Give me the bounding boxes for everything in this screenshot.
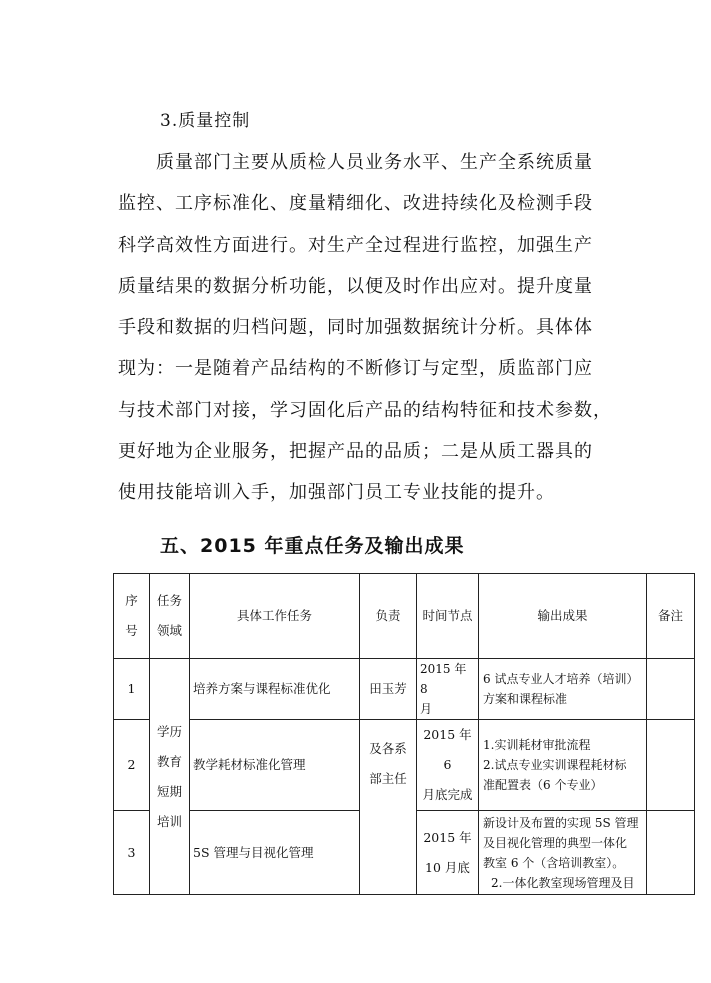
header-area-line: 领域 <box>156 623 182 638</box>
time-line: 2015 年 8 <box>420 662 467 696</box>
row-time <box>417 659 479 720</box>
time-line: 2015 年 <box>423 829 472 845</box>
area-line: 教育 <box>156 753 182 769</box>
header-area-line: 任务 <box>156 593 182 608</box>
paragraph-line: 科学高效性方面进行。对生产全过程进行监控，加强生产 <box>118 234 593 256</box>
row-note <box>647 720 695 811</box>
output-line: 2.一体化教室现场管理及目 <box>491 875 635 890</box>
row-output <box>479 811 647 895</box>
time-line: 月 <box>420 702 433 716</box>
output-line: 方案和课程标准 <box>483 692 568 706</box>
paragraph-line: 手段和数据的归档问题，同时加强数据统计分析。具体体 <box>118 317 593 339</box>
body-paragraph <box>118 142 612 514</box>
row-task: 培养方案与课程标准优化 <box>190 659 360 720</box>
header-output: 输出成果 <box>479 574 647 659</box>
section-heading: 五、2015 年重点任务及输出成果 <box>160 535 465 557</box>
header-seq-line: 号 <box>125 623 138 638</box>
row-output <box>479 659 647 720</box>
row-task: 5S 管理与目视化管理 <box>190 811 360 895</box>
paragraph-line: 与技术部门对接，学习固化后产品的结构特征和技术参数， <box>118 399 612 421</box>
header-note: 备注 <box>647 574 695 659</box>
section-title: 3.质量控制 <box>160 111 251 131</box>
time-line: 10 月底 <box>425 859 470 875</box>
header-owner: 负责 <box>360 574 417 659</box>
owner-top-cell: 田玉芳 <box>360 659 417 720</box>
row-seq: 2 <box>114 720 150 811</box>
paragraph-line: 使用技能培训入手，加强部门员工专业技能的提升。 <box>118 482 555 504</box>
owner-line: 部主任 <box>369 771 407 786</box>
task-table <box>113 573 695 895</box>
header-seq <box>114 574 150 659</box>
output-line: 准配置表（6 个专业） <box>483 778 603 792</box>
row-time <box>417 720 479 811</box>
time-line: 月底完成 <box>422 787 473 802</box>
row-note <box>647 811 695 895</box>
table-row <box>114 659 695 720</box>
table-header-row <box>114 574 695 659</box>
output-line: 及目视化管理的典型一体化 <box>483 835 628 850</box>
paragraph-line: 更好地为企业服务，把握产品的品质；二是从质工器具的 <box>118 441 593 463</box>
row-seq: 1 <box>114 659 150 720</box>
owner-line: 及各系 <box>369 741 407 756</box>
paragraph-line: 质量部门主要从质检人员业务水平、生产全系统质量 <box>156 152 593 173</box>
row-seq: 3 <box>114 811 150 895</box>
owner-merged-cell <box>360 720 417 895</box>
output-line: 新设计及布置的实现 5S 管理 <box>483 815 639 830</box>
time-line: 2015 年 6 <box>423 727 472 772</box>
area-line: 培训 <box>156 813 182 829</box>
output-line: 教室 6 个（含培训教室）。 <box>483 855 625 870</box>
area-line: 短期 <box>156 783 182 799</box>
header-seq-line: 序 <box>125 593 138 608</box>
header-task: 具体工作任务 <box>190 574 360 659</box>
output-line: 1.实训耗材审批流程 <box>483 738 591 752</box>
output-line: 6 试点专业人才培养（培训） <box>483 672 639 686</box>
header-area <box>150 574 190 659</box>
row-output <box>479 720 647 811</box>
area-line: 学历 <box>156 723 182 739</box>
paragraph-line: 质量结果的数据分析功能，以便及时作出应对。提升度量 <box>118 275 593 297</box>
row-task: 教学耗材标准化管理 <box>190 720 360 811</box>
row-time <box>417 811 479 895</box>
paragraph-line: 现为：一是随着产品结构的不断修订与定型，质监部门应 <box>118 358 593 380</box>
row-note <box>647 659 695 720</box>
table-row <box>114 720 695 811</box>
paragraph-line: 监控、工序标准化、度量精细化、改进持续化及检测手段 <box>118 193 593 215</box>
output-line: 2.试点专业实训课程耗材标 <box>483 758 627 772</box>
header-time: 时间节点 <box>417 574 479 659</box>
area-merged-cell <box>150 659 190 895</box>
